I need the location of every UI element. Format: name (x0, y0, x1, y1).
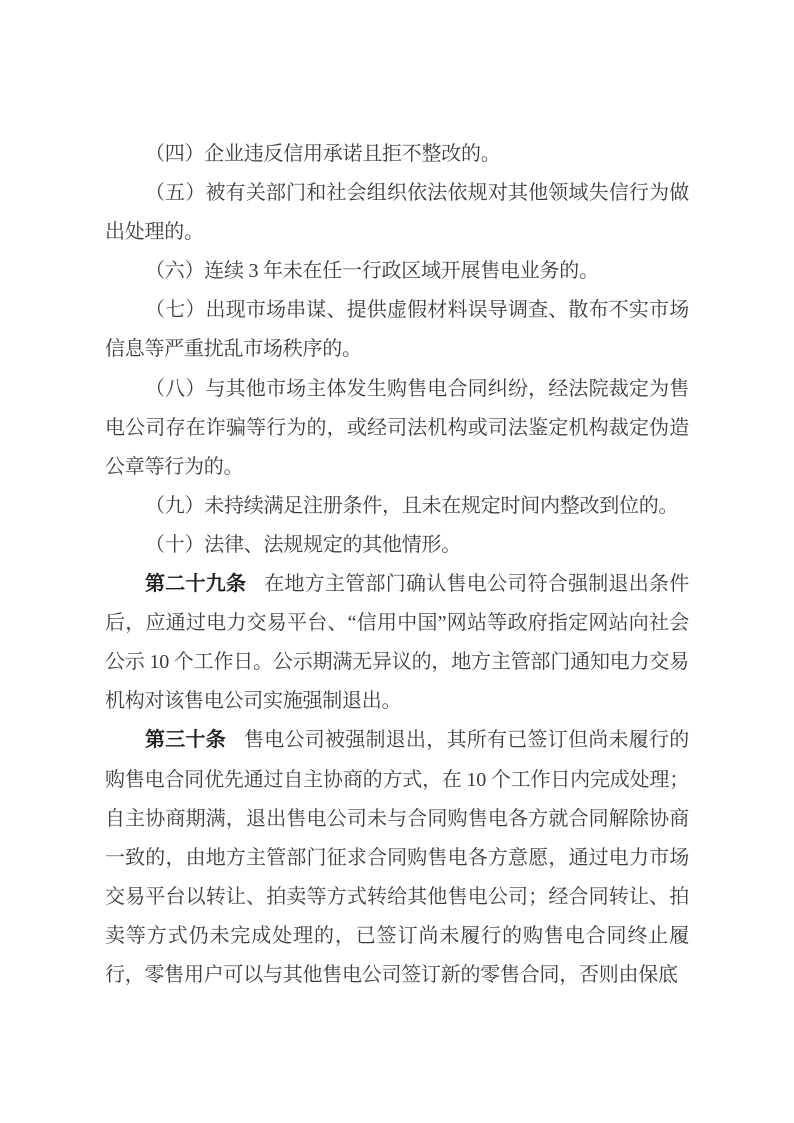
paragraph (105, 291, 689, 369)
paragraph (105, 174, 689, 252)
paragraph (105, 565, 689, 721)
article-number: 第二十九条 (145, 573, 247, 596)
paragraph-text: （六）连续 3 年未在任一行政区域开展售电业务的。 (145, 260, 599, 283)
paragraph (105, 487, 689, 526)
paragraph-text: 售电公司被强制退出，其所有已签订但尚未履行的购售电合同优先通过自主协商的方式，在 10 个工作日内完成处理；自主协商期满，退出售电公司未与合同购售电各方就合同解除协商一致的，由地方主管部门征求合同购售电各方意愿，通过电力市场交易平台以转让、拍卖等方式转给其他售电公司；经合同转让、拍卖等方式仍未完成处理的，已签订尚未履行的购售电合同终止履行，零售用户可以与其他售电公司签订新的零售合同，否则由保底 (105, 729, 689, 986)
paragraph (105, 135, 689, 174)
paragraph-text: （五）被有关部门和社会组织依法依规对其他领域失信行为做出处理的。 (105, 182, 689, 244)
paragraph (105, 370, 689, 487)
paragraph-text: （九）未持续满足注册条件，且未在规定时间内整改到位的。 (145, 494, 679, 517)
document-body (105, 135, 689, 995)
article-number: 第三十条 (145, 729, 226, 752)
paragraph-text: （四）企业违反信用承诺且拒不整改的。 (145, 143, 501, 165)
paragraph-text: （八）与其他市场主体发生购售电合同纠纷，经法院裁定为售电公司存在诈骗等行为的，或经司法机构或司法鉴定机构裁定伪造公章等行为的。 (105, 377, 689, 478)
paragraph (105, 526, 689, 565)
paragraph-text: （七）出现市场串谋、提供虚假材料误导调查、散布不实市场信息等严重扰乱市场秩序的。 (105, 299, 689, 361)
paragraph (105, 721, 689, 995)
paragraph (105, 252, 689, 291)
paragraph-text: （十）法律、法规规定的其他情形。 (145, 533, 461, 556)
paragraph-text: 在地方主管部门确认售电公司符合强制退出条件后，应通过电力交易平台、“信用中国”网站等政府指定网站向社会公示 10 个工作日。公示期满无异议的，地方主管部门通知电力交易机构对该售电公司实施强制退出。 (105, 573, 689, 713)
